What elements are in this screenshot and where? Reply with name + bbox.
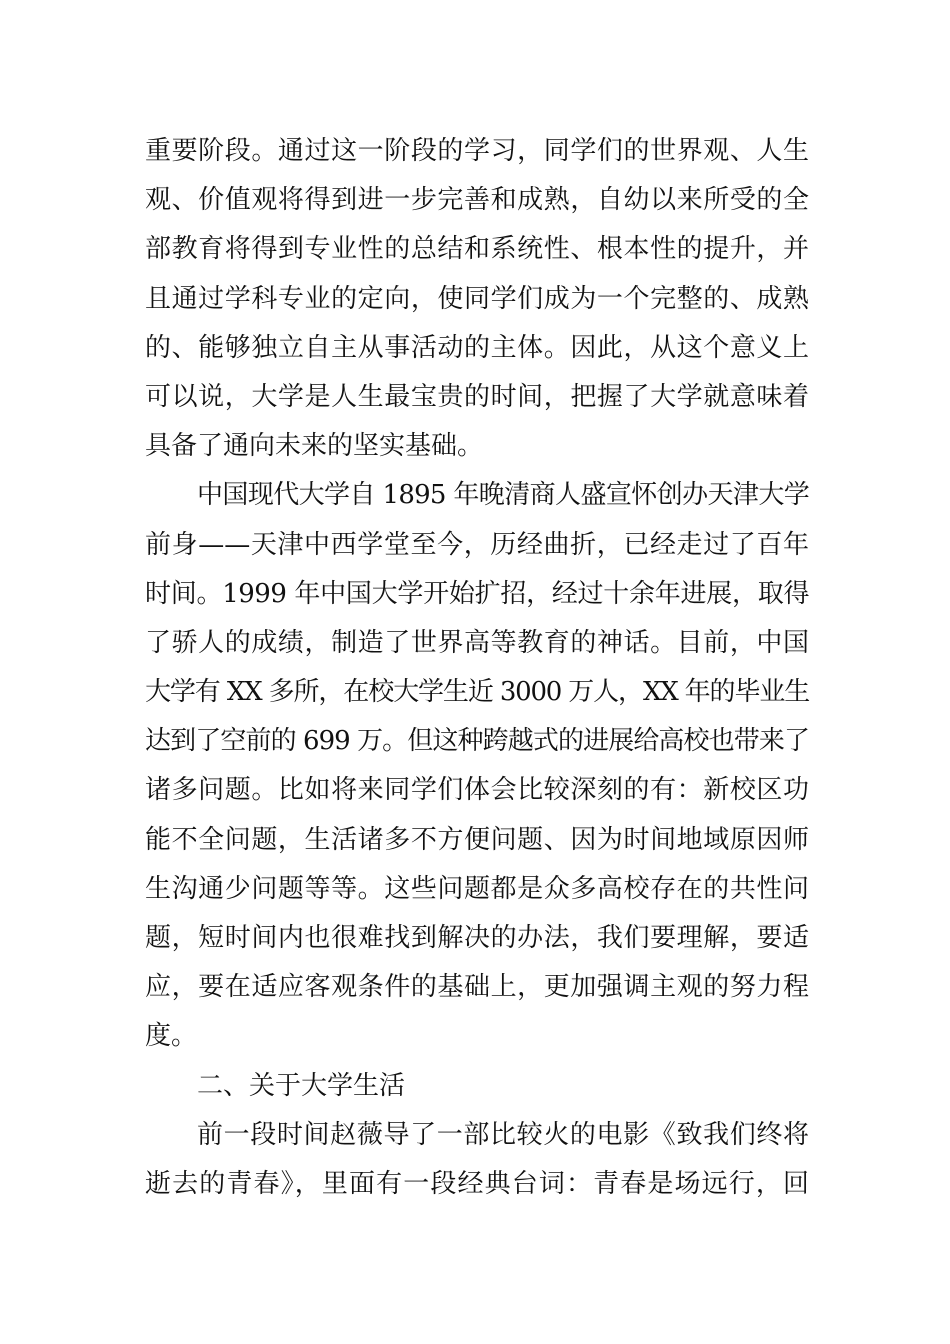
paragraph-3-line-1: 前一段时间赵薇导了一部比较火的电影《致我们终将 [197, 1119, 809, 1150]
section-heading: 二、关于大学生活 [197, 1070, 406, 1101]
paragraph-2-line-6: 达到了空前的 699 万。但这种跨越式的进展给高校也带来了 [145, 726, 809, 757]
paragraph-2-line-4: 了骄人的成绩，制造了世界高等教育的神话。目前，中国 [145, 627, 809, 658]
document-body [145, 127, 809, 1209]
paragraph-1-line-4: 且通过学科专业的定向，使同学们成为一个完整的、成熟 [145, 283, 809, 314]
paragraph-2-line-2: 前身——天津中西学堂至今，历经曲折，已经走过了百年 [145, 529, 809, 560]
paragraph-1-line-1: 重要阶段。通过这一阶段的学习，同学们的世界观、人生 [145, 136, 809, 166]
paragraph-2-line-9: 生沟通少问题等等。这些问题都是众多高校存在的共性问 [145, 873, 809, 904]
paragraph-3-line-2: 逝去的青春》，里面有一段经典台词：青春是场远行，回 [145, 1168, 809, 1199]
paragraph-2-line-7: 诸多问题。比如将来同学们体会比较深刻的有：新校区功 [145, 775, 809, 806]
paragraph-2-line-10: 题，短时间内也很难找到解决的办法，我们要理解，要适 [145, 923, 809, 953]
paragraph-1-line-2: 观、价值观将得到进一步完善和成熟，自幼以来所受的全 [145, 185, 809, 216]
paragraph-2-line-12: 度。 [145, 1021, 198, 1052]
paragraph-1-line-5: 的、能够独立自主从事活动的主体。因此，从这个意义上 [145, 332, 809, 363]
paragraph-2-line-11: 应，要在适应客观条件的基础上，更加强调主观的努力程 [145, 972, 809, 1003]
paragraph-2-line-3: 时间。1999 年中国大学开始扩招，经过十余年进展，取得 [145, 578, 809, 609]
paragraph-2-line-5: 大学有 XX 多所，在校大学生近 3000 万人，XX 年的毕业生 [145, 677, 809, 708]
paragraph-1-line-6: 可以说，大学是人生最宝贵的时间，把握了大学就意味着 [145, 381, 809, 412]
paragraph-1-line-3: 部教育将得到专业性的总结和系统性、根本性的提升，并 [145, 234, 809, 265]
paragraph-2-line-8: 能不全问题，生活诸多不方便问题、因为时间地域原因师 [145, 824, 809, 855]
paragraph-2-line-1: 中国现代大学自 1895 年晚清商人盛宣怀创办天津大学 [197, 480, 809, 511]
paragraph-1-line-7: 具备了通向未来的坚实基础。 [145, 431, 484, 462]
